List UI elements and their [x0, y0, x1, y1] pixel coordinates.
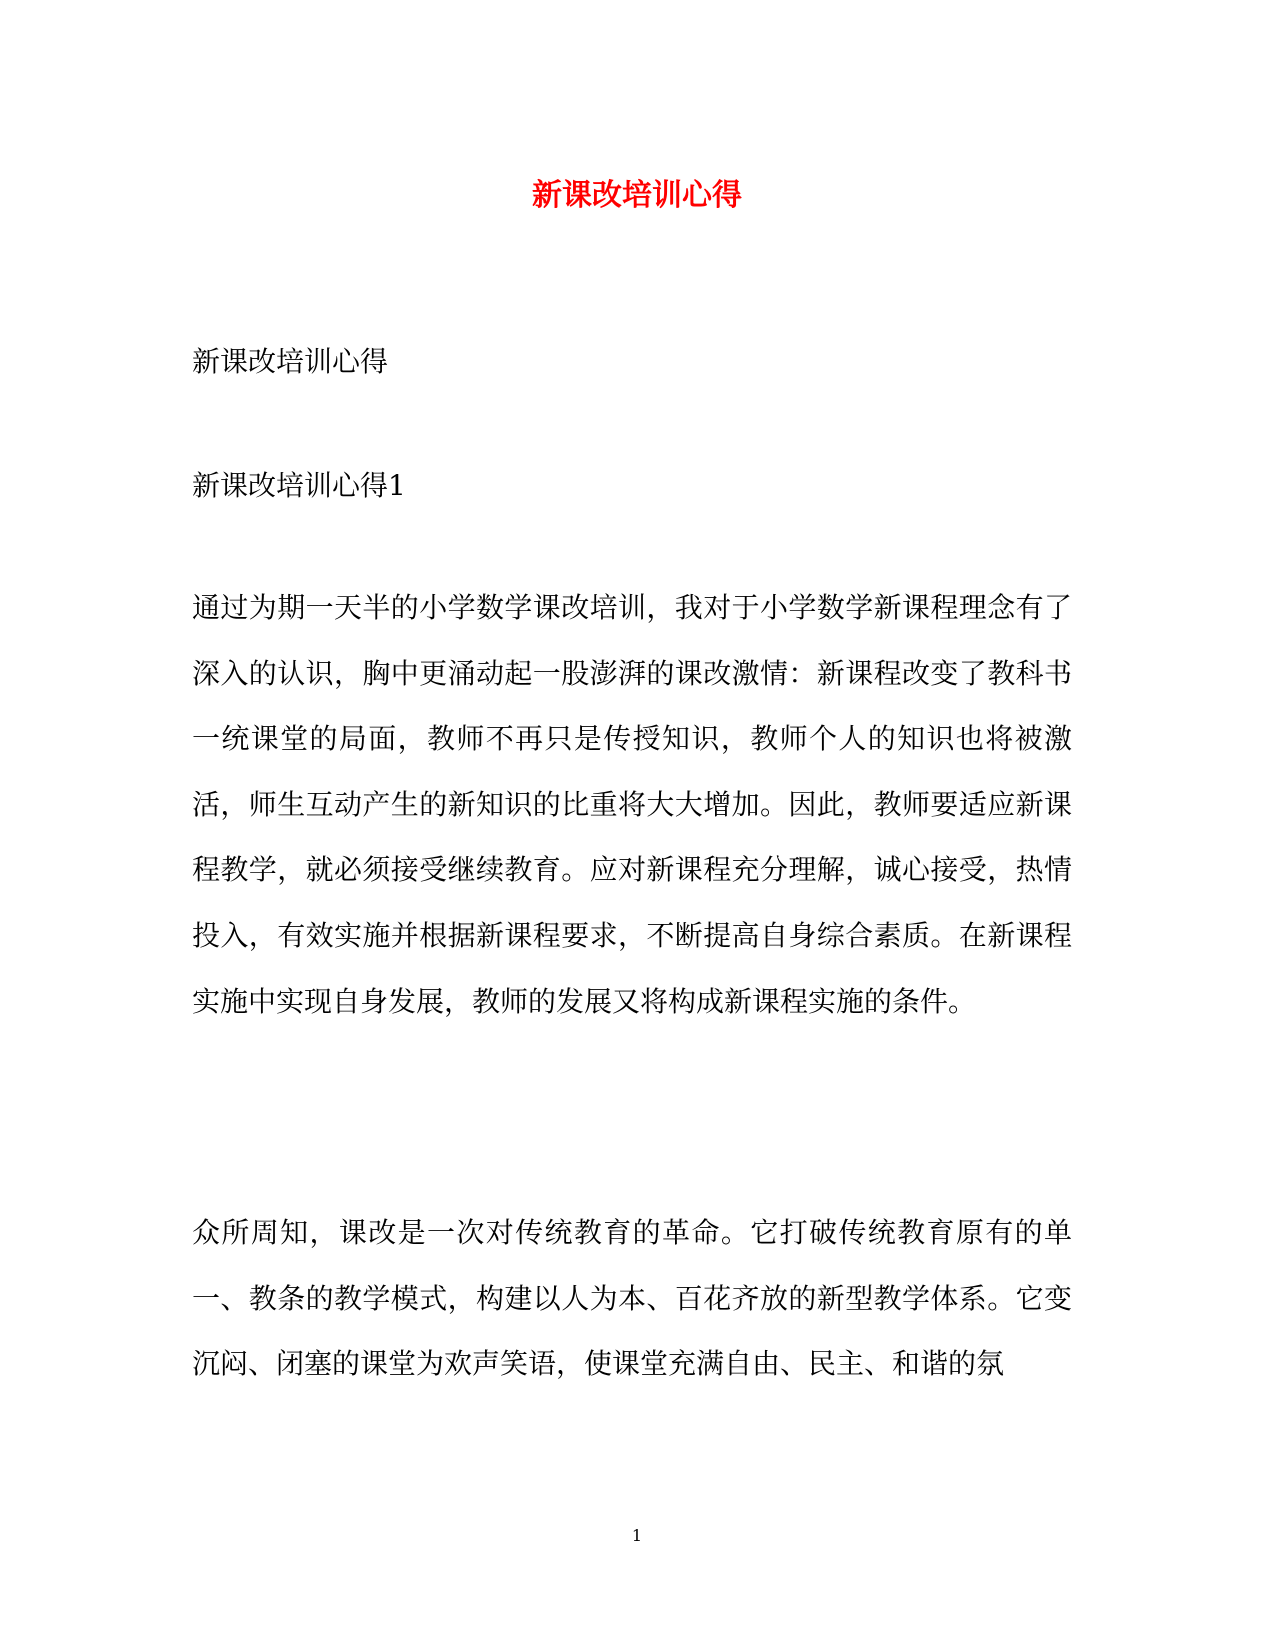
section-heading: 新课改培训心得1	[192, 469, 406, 502]
body-paragraph-1: 通过为期一天半的小学数学课改培训，我对于小学数学新课程理念有了深入的认识，胸中更涌动起一股澎湃的课改激情：新课程改变了教科书一统课堂的局面，教师不再只是传授知识，教师个人的知识也将被激活，师生互动产生的新知识的比重将大大增加。因此，教师要适应新课程教学，就必须接受继续教育。应对新课程充分理解，诚心接受，热情投入，有效实施并根据新课程要求，不断提高自身综合素质。在新课程实施中实现自身发展，教师的发展又将构成新课程实施的条件。	[192, 591, 1072, 1018]
document-title: 新课改培训心得	[532, 178, 742, 213]
document-subtitle: 新课改培训心得	[192, 345, 389, 378]
page-number: 1	[631, 1526, 643, 1545]
body-paragraph-2: 众所周知，课改是一次对传统教育的革命。它打破传统教育原有的单一、教条的教学模式，构建以人为本、百花齐放的新型教学体系。它变沉闷、闭塞的课堂为欢声笑语，使课堂充满自由、民主、和谐的氛	[192, 1216, 1072, 1381]
